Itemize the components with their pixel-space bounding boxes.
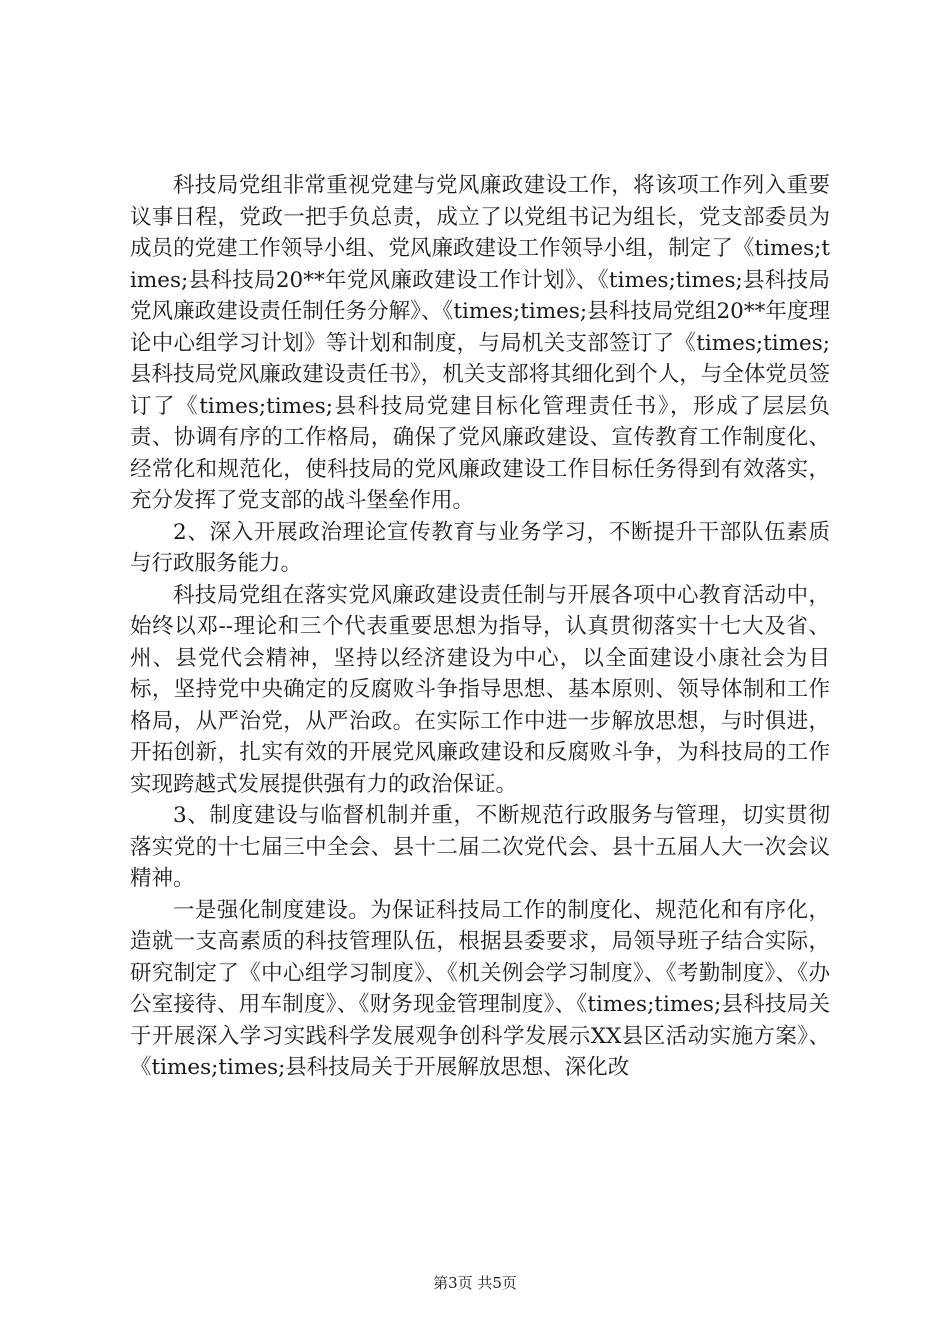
paragraph-section-2-heading: 2、深入开展政治理论宣传教育与业务学习，不断提升干部队伍素质与行政服务能力。 [130, 519, 830, 576]
document-body [130, 170, 830, 1084]
paragraph-party-building: 科技局党组非常重视党建与党风廉政建设工作，将该项工作列入重要议事日程，党政一把手负总责，成立了以党组书记为组长，党支部委员为成员的党建工作领导小组、党风廉政建设工作领导小组，制定了《times;times;县科技局20**年党风廉政建设工作计划》、《times;times;县科技局党风廉政建设责任制任务分解》、《times;times;县科技局党组20**年度理论中心组学习计划》等计划和制度，与局机关支部签订了《times;times;县科技局党风廉政建设责任书》，机关支部将其细化到个人，与全体党员签订了《times;times;县科技局党建目标化管理责任书》，形成了层层负责、协调有序的工作格局，确保了党风廉政建设、宣传教育工作制度化、经常化和规范化，使科技局的党风廉政建设工作目标任务得到有效落实，充分发挥了党支部的战斗堡垒作用。 [130, 173, 830, 513]
paragraph-theory-education: 科技局党组在落实党风廉政建设责任制与开展各项中心教育活动中，始终以邓--理论和三个代表重要思想为指导，认真贯彻落实十七大及省、州、县党代会精神，坚持以经济建设为中心，以全面建设小康社会为目标，坚持党中央确定的反腐败斗争指导思想、基本原则、领导体制和工作格局，从严治党，从严治政。在实际工作中进一步解放思想，与时俱进，开拓创新，扎实有效的开展党风廉政建设和反腐败斗争，为科技局的工作实现跨越式发展提供强有力的政治保证。 [130, 582, 830, 797]
page-footer: 第3页 共5页 [433, 1274, 517, 1292]
paragraph-system-building: 一是强化制度建设。为保证科技局工作的制度化、规范化和有序化，造就一支高素质的科技管理队伍，根据县委要求，局领导班子结合实际，研究制定了《中心组学习制度》、《机关例会学习制度》、《考勤制度》、《办公室接待、用车制度》、《财务现金管理制度》、《times;times;县科技局关于开展深入学习实践科学发展观争创科学发展示XX县区活动实施方案》、《times;times;县科技局关于开展解放思想、深化改 [130, 897, 830, 1080]
paragraph-section-3-heading: 3、制度建设与临督机制并重，不断规范行政服务与管理，切实贯彻落实党的十七届三中全会、县十二届二次党代会、县十五届人大一次会议精神。 [130, 803, 830, 891]
